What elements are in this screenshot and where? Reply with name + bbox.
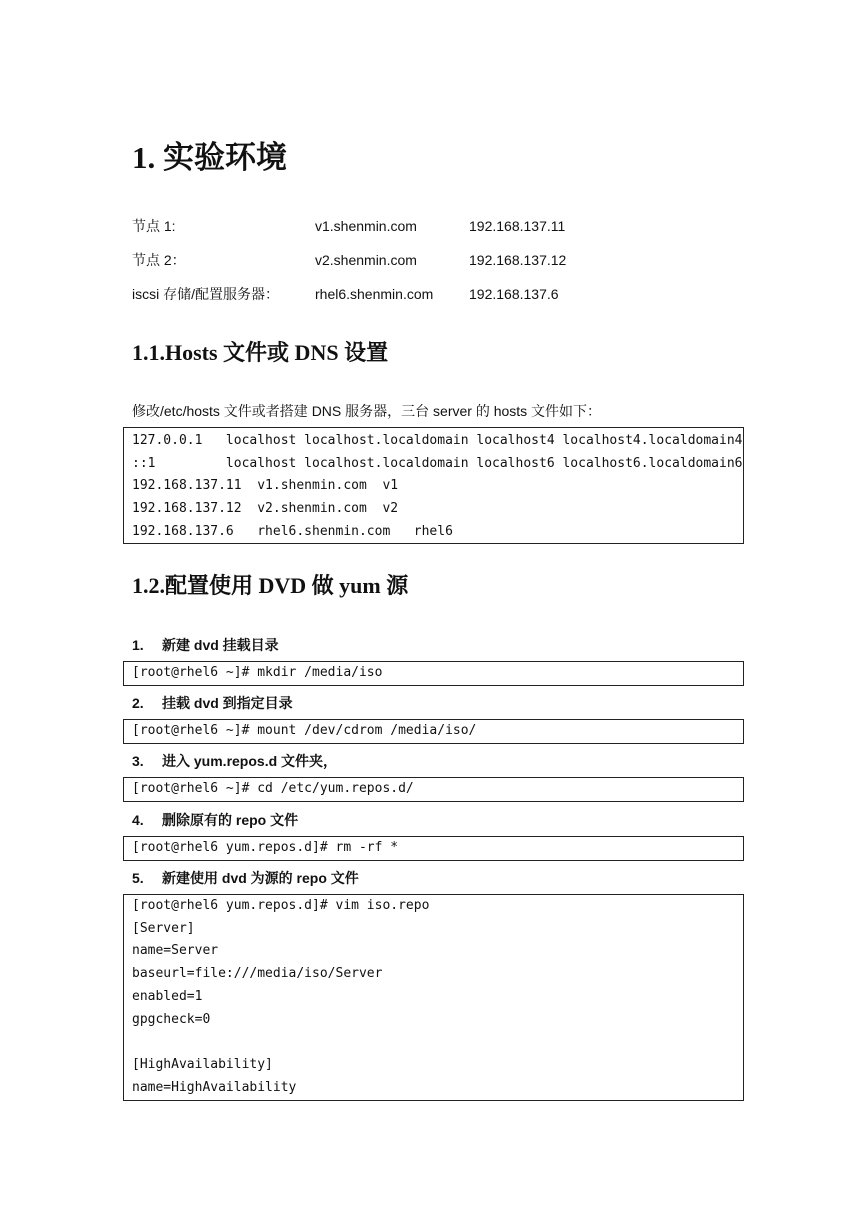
env-host: rhel6.shenmin.com: [315, 286, 434, 302]
step-1-code-block: [123, 661, 744, 686]
step-3-code-block: [123, 777, 744, 802]
env-label: 节点 2：: [132, 252, 186, 268]
step-4-code-block: [123, 836, 744, 861]
env-row-node2: [132, 251, 692, 269]
env-ip: 192.168.137.11: [469, 218, 566, 234]
env-host: v2.shenmin.com: [315, 252, 417, 268]
code-line: [root@rhel6 ~]# mkdir /media/iso: [132, 665, 383, 680]
hosts-code-line: ::1 localhost localhost.localdomain localhost6 localhost6.localdomain6: [132, 455, 743, 471]
step-text: 新建 dvd 挂载目录: [162, 637, 279, 653]
step-number: 3.: [132, 753, 144, 769]
heading-dvd-yum: 1.2.配置使用 DVD 做 yum 源: [132, 573, 409, 598]
step-number: 2.: [132, 695, 144, 711]
hosts-intro-paragraph: 修改/etc/hosts 文件或者搭建 DNS 服务器，三台 server 的 hosts 文件如下：: [132, 403, 602, 419]
step-5-title: [132, 869, 359, 887]
env-row-storage-server: [132, 285, 692, 303]
step-number: 1.: [132, 637, 144, 653]
code-line: [root@rhel6 ~]# cd /etc/yum.repos.d/: [132, 781, 414, 796]
env-label: 节点 1:: [132, 218, 176, 234]
step-text: 挂载 dvd 到指定目录: [162, 695, 293, 711]
step-text: 进入 yum.repos.d 文件夹，: [162, 753, 338, 769]
hosts-code-line: 192.168.137.12 v2.shenmin.com v2: [132, 501, 399, 517]
hosts-code-line: 192.168.137.11 v1.shenmin.com v1: [132, 478, 399, 494]
env-row-node1: [132, 217, 692, 235]
env-host: v1.shenmin.com: [315, 218, 417, 234]
repo-file-code: [root@rhel6 yum.repos.d]# vim iso.repo [Server] name=Server baseurl=file:///media/iso/Server enabled=1 gpgcheck=0 [HighAvailability] name=HighAvailability: [132, 898, 430, 1095]
heading-hosts-dns: 1.1.Hosts 文件或 DNS 设置: [132, 340, 389, 365]
step-2-title: [132, 694, 293, 712]
step-number: 4.: [132, 812, 144, 828]
step-2-code-block: [123, 719, 744, 744]
hosts-code-block: [123, 427, 744, 544]
hosts-code-line: 192.168.137.6 rhel6.shenmin.com rhel6: [132, 523, 453, 539]
step-1-title: [132, 636, 279, 654]
step-text: 删除原有的 repo 文件: [162, 812, 299, 828]
code-line: [root@rhel6 ~]# mount /dev/cdrom /media/iso/: [132, 723, 477, 738]
step-3-title: [132, 752, 337, 770]
code-line: [root@rhel6 yum.repos.d]# rm -rf *: [132, 840, 399, 855]
step-4-title: [132, 811, 298, 829]
hosts-code-line: 127.0.0.1 localhost localhost.localdomain localhost4 localhost4.localdomain4: [132, 433, 743, 448]
step-number: 5.: [132, 870, 144, 886]
env-ip: 192.168.137.12: [469, 252, 567, 268]
heading-experiment-environment: 1. 实验环境: [132, 140, 287, 175]
env-ip: 192.168.137.6: [469, 286, 559, 302]
env-label: iscsi 存储/配置服务器：: [132, 286, 279, 302]
step-text: 新建使用 dvd 为源的 repo 文件: [162, 870, 359, 886]
step-5-code-block: [123, 894, 744, 1101]
